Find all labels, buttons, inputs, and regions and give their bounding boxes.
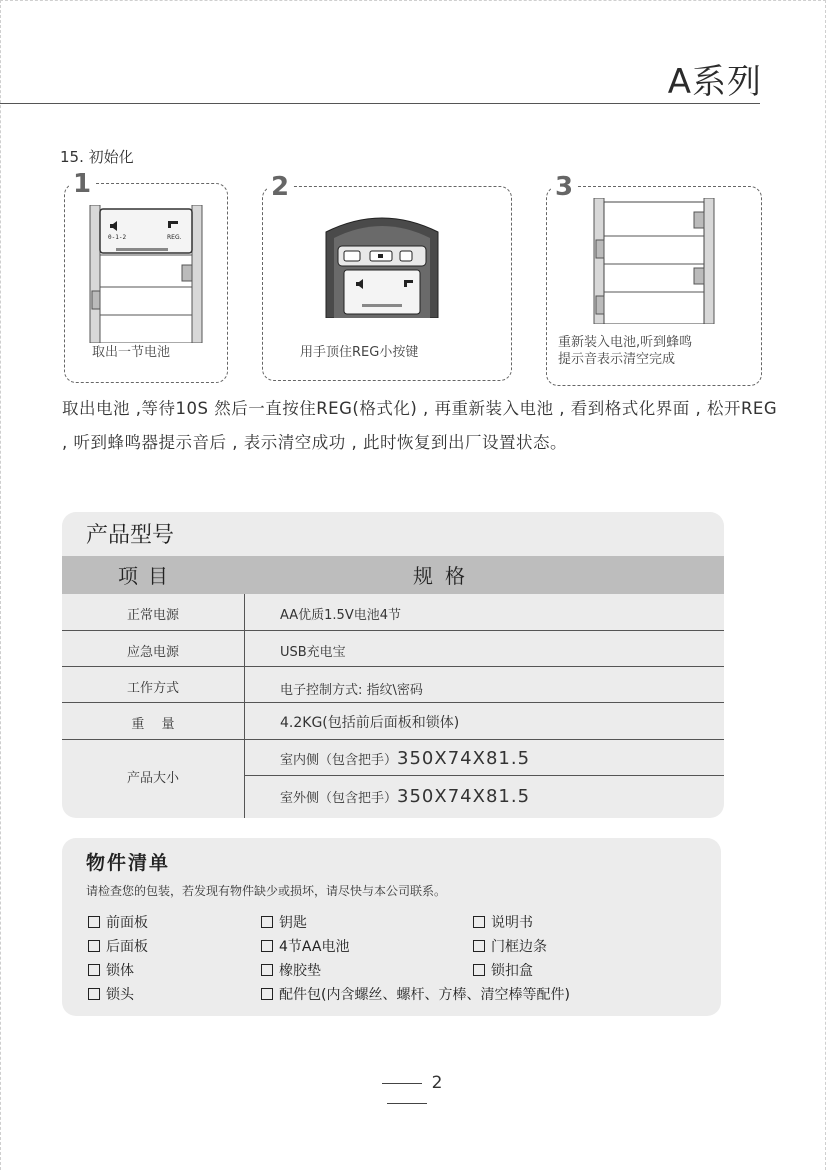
spec-row-value: USB充电宝: [280, 645, 346, 660]
checklist-label: 配件包(内含螺丝、螺杆、方棒、清空棒等配件): [279, 987, 570, 1003]
package-title: 物件清单: [86, 852, 171, 874]
checklist-label: 前面板: [106, 915, 148, 931]
spec-row-divider: [62, 630, 724, 631]
spec-row-label: 工作方式: [126, 681, 179, 696]
spec-header-spec: 规格: [413, 564, 477, 588]
spec-size-indoor-prefix: 室内侧（包含把手）: [280, 753, 398, 768]
page-number-dash-left: [382, 1083, 422, 1084]
step-2-number: 2: [267, 173, 293, 201]
spec-row-divider: [62, 666, 724, 667]
checklist-label: 门框边条: [491, 939, 547, 955]
checklist-item: [473, 912, 533, 932]
checkbox-icon: [88, 940, 100, 952]
spec-size-outdoor: [280, 786, 530, 807]
volume-label: 0-1-2: [108, 234, 127, 241]
checklist-item: [88, 984, 134, 1004]
reg-label: REG.: [167, 234, 182, 241]
checklist-label: 4节AA电池: [279, 939, 350, 955]
spec-size-divider: [245, 775, 724, 776]
init-instructions: 取出电池 ,等待10S 然后一直按住REG(格式化) , 再重新装入电池 , 看到格式化界面 , 松开REG , 听到蜂鸣器提示音后 , 表示清空成功 , 此时恢复到出厂设置状态。: [62, 399, 778, 452]
battery-reinsert-illustration: [592, 198, 716, 324]
checklist-label: 锁头: [106, 987, 134, 1003]
spec-row-value: 4.2KG(包括前后面板和锁体): [280, 715, 460, 731]
page-number: [342, 1073, 472, 1113]
checklist-label: 说明书: [491, 915, 533, 931]
spec-row-label: 正常电源: [126, 608, 179, 623]
battery-removal-illustration: [88, 205, 204, 343]
checklist-label: 锁体: [106, 963, 134, 979]
page-border-left: [0, 0, 1, 1170]
checklist-label: 锁扣盒: [491, 963, 533, 979]
checkbox-icon: [88, 988, 100, 1000]
checklist-label: 钥匙: [279, 915, 307, 931]
spec-row-divider: [62, 702, 724, 703]
spec-row-label: 重 量: [131, 717, 175, 732]
spec-header-item: 项目: [118, 564, 178, 588]
header-rule: [0, 103, 760, 104]
spec-row-value: 电子控制方式: 指纹\密码: [280, 683, 423, 698]
reg-button-illustration: [322, 208, 442, 318]
spec-title: 产品型号: [86, 523, 175, 548]
checkbox-icon: [473, 940, 485, 952]
spec-size-label: 产品大小: [126, 771, 179, 786]
spec-row-value: AA优质1.5V电池4节: [280, 608, 401, 623]
checklist-label: 橡胶垫: [279, 963, 321, 979]
checkbox-icon: [88, 916, 100, 928]
checklist-item: [473, 936, 547, 956]
checklist-item: [261, 936, 349, 956]
step-3-caption-line1: 重新装入电池,听到蜂鸣: [558, 335, 693, 350]
checkbox-icon: [473, 916, 485, 928]
spec-column-divider: [244, 594, 245, 818]
checkbox-icon: [261, 964, 273, 976]
checkbox-icon: [261, 988, 273, 1000]
checklist-item: [261, 984, 570, 1004]
checklist-item: [88, 936, 148, 956]
step-2-caption: 用手顶住REG小按键: [300, 345, 419, 360]
step-3-number: 3: [551, 173, 577, 201]
checkbox-icon: [261, 940, 273, 952]
checklist-item: [261, 912, 307, 932]
step-3-caption-line2: 提示音表示清空完成: [558, 352, 676, 367]
checklist-item: [473, 960, 533, 980]
step-1-caption: 取出一节电池: [92, 345, 171, 360]
spec-size-indoor-value: 350X74X81.5: [397, 748, 531, 769]
page-number-value: 2: [431, 1073, 443, 1093]
checkbox-icon: [473, 964, 485, 976]
checkbox-icon: [261, 916, 273, 928]
checklist-item: [88, 960, 134, 980]
checklist-item: [88, 912, 148, 932]
package-note: 请检查您的包装，若发现有物件缺少或损坏，请尽快与本公司联系。: [86, 884, 447, 898]
page-border-top: [0, 0, 826, 1]
checklist-label: 后面板: [106, 939, 148, 955]
checklist-item: [261, 960, 321, 980]
spec-size-outdoor-prefix: 室外侧（包含把手）: [280, 791, 398, 806]
spec-size-outdoor-value: 350X74X81.5: [397, 786, 531, 807]
spec-row-label: 应急电源: [126, 645, 179, 660]
series-title: A系列: [667, 62, 762, 102]
spec-row-divider: [62, 739, 724, 740]
page-number-dash-right: [387, 1103, 427, 1104]
step-1-number: 1: [69, 170, 95, 198]
spec-size-indoor: [280, 748, 530, 769]
section-title: 15. 初始化: [60, 148, 134, 166]
checkbox-icon: [88, 964, 100, 976]
